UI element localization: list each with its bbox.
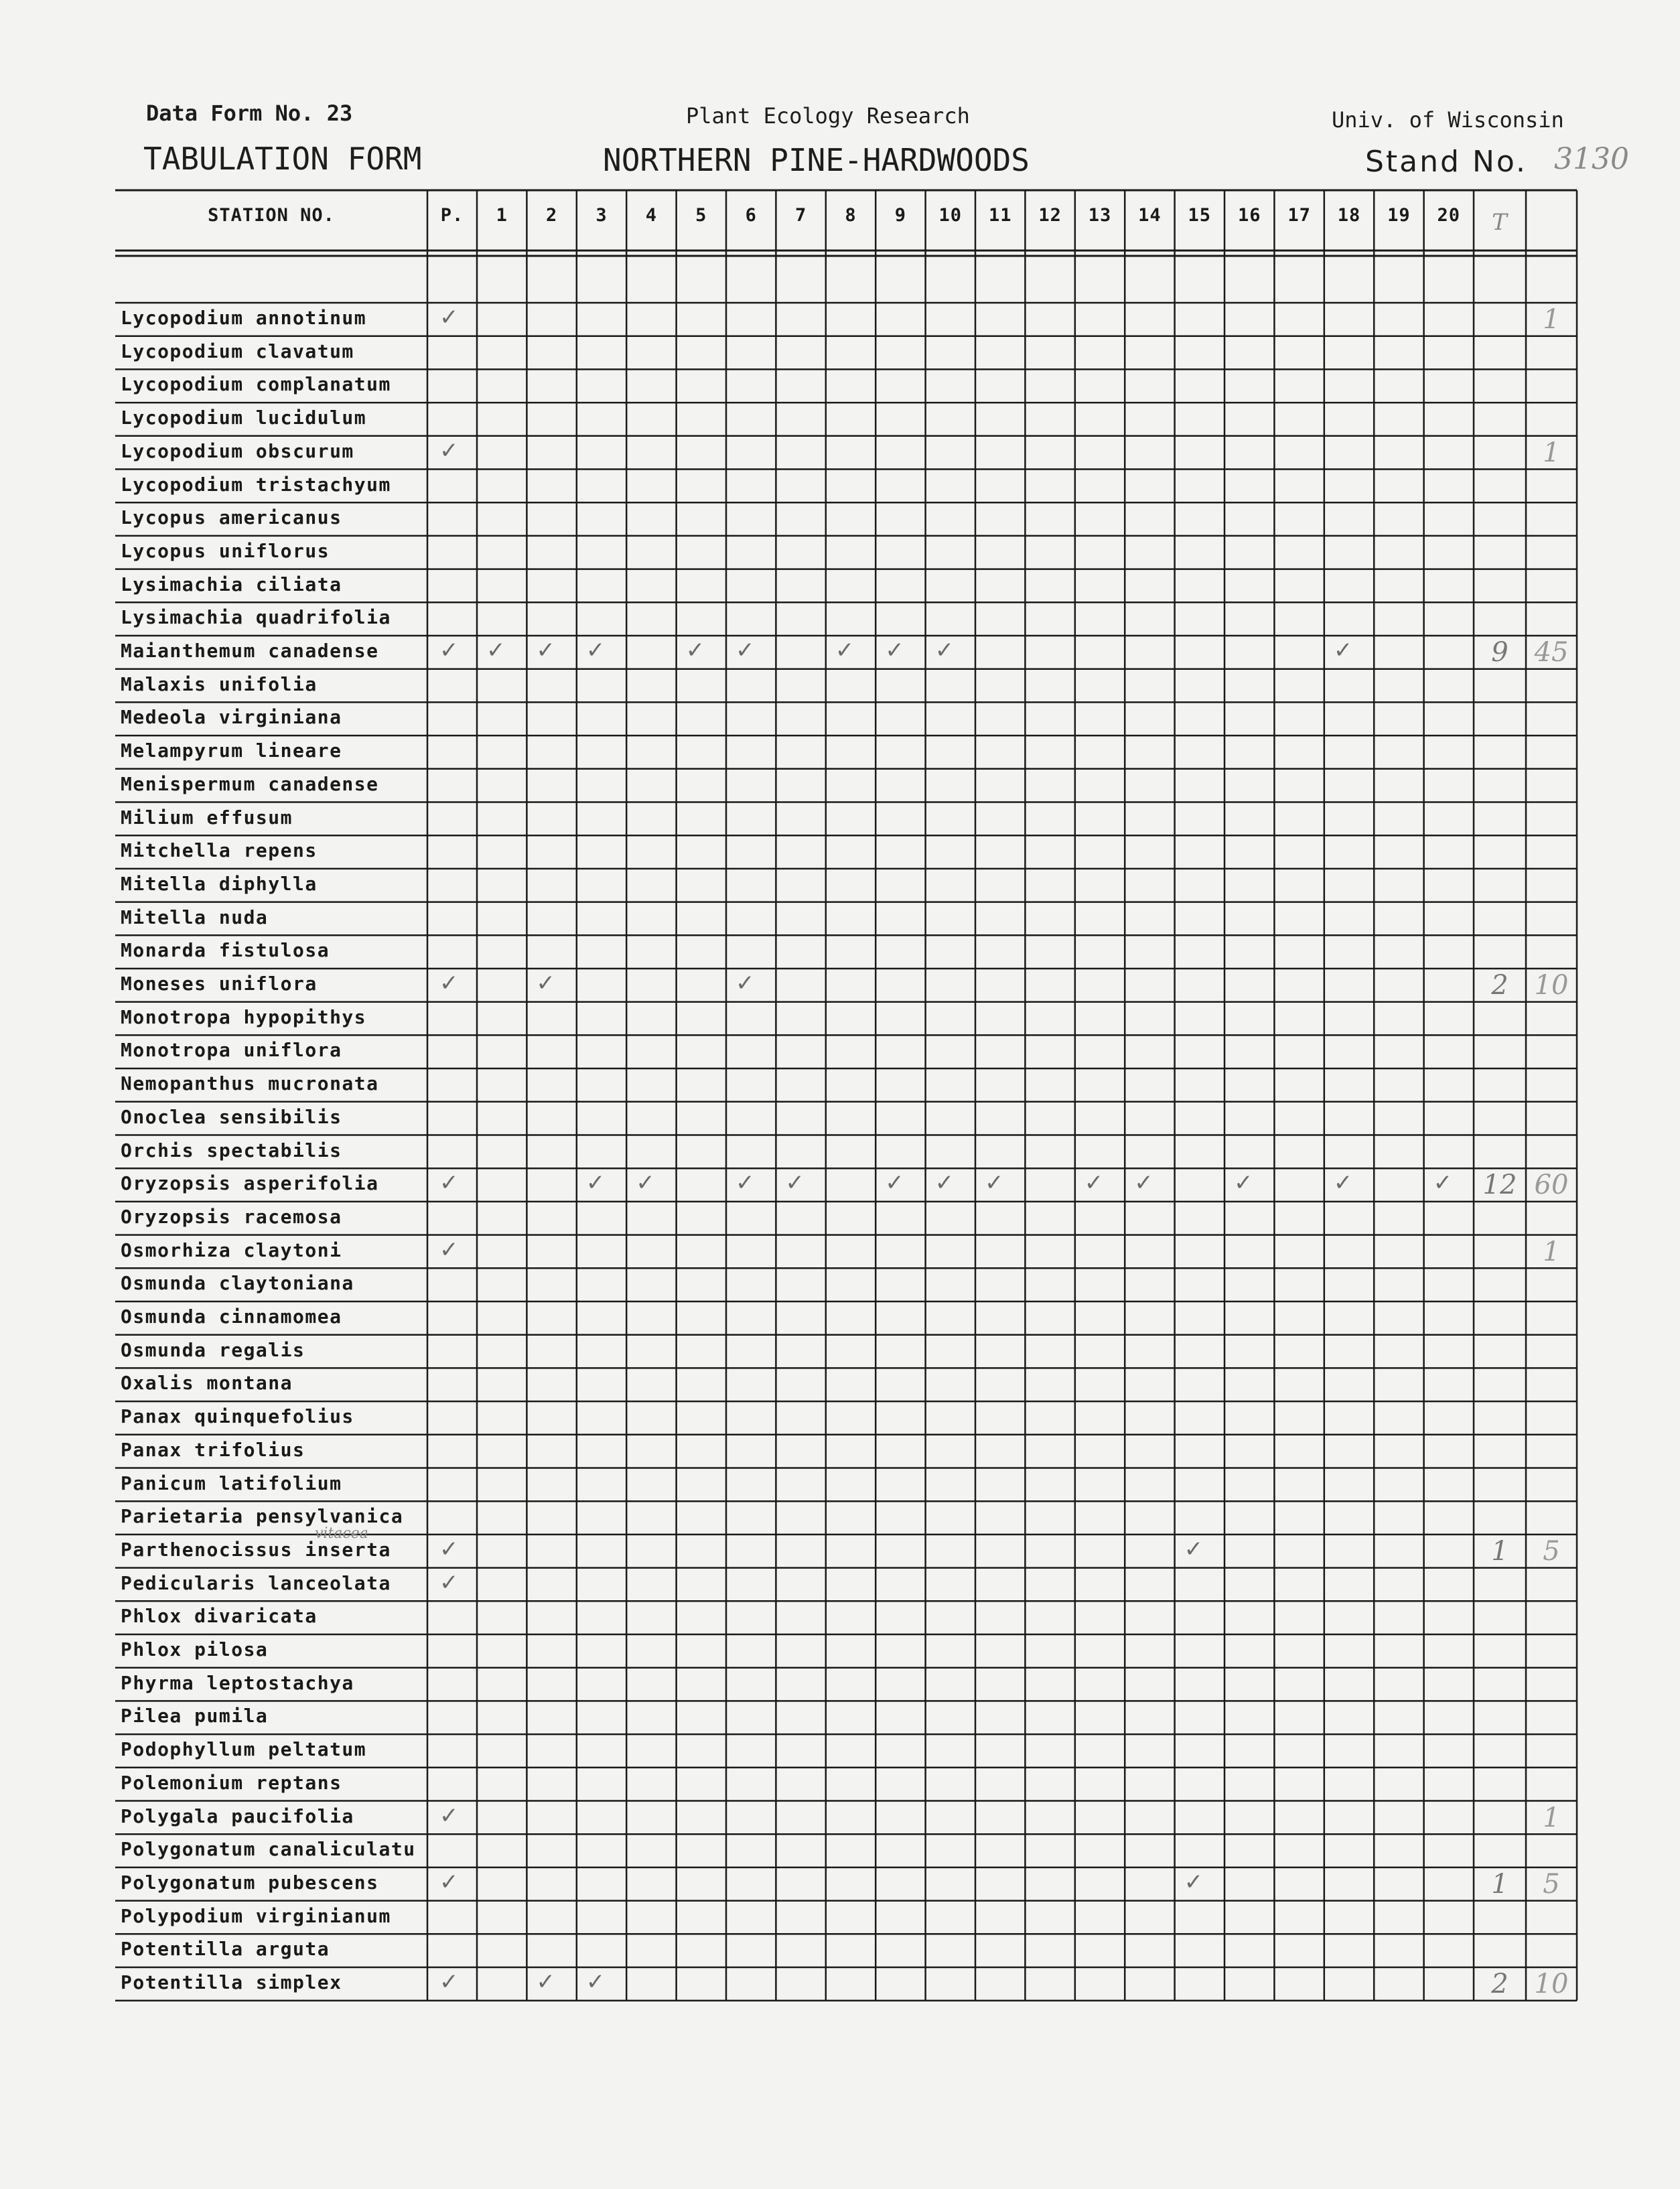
station-check: ✓ [934,1170,955,1197]
species-name: Lysimachia quadrifolia [121,606,391,629]
station-check: ✓ [1184,1868,1204,1896]
station-check: ✓ [1333,1170,1353,1197]
species-name: Menispermum canadense [121,772,379,795]
row-frequency: 60 [1534,1170,1569,1201]
station-header-18: 18 [1337,205,1361,226]
species-name: Polygala paucifolia [121,1805,354,1827]
station-check: ✓ [885,1170,904,1197]
row-frequency: 10 [1534,1969,1569,1999]
station-check: ✓ [835,637,855,664]
row-frequency: 1 [1543,437,1560,468]
species-name: Panicum latifolium [121,1472,342,1494]
station-check: ✓ [1084,1170,1104,1197]
station-header-5: 5 [695,205,707,226]
species-name: Melampyrum lineare [121,739,342,762]
presence-check: ✓ [439,304,459,331]
species-name: Lycopodium annotinum [121,307,367,329]
row-frequency: 1 [1543,1802,1560,1833]
species-name: Lycopodium lucidulum [121,407,367,429]
species-name: Moneses uniflora [121,973,318,995]
species-name: Podophyllum peltatum [121,1738,367,1761]
species-name: Medeola virginiana [121,706,342,729]
row-total: 2 [1491,970,1509,1001]
species-name: Potentilla arguta [121,1938,330,1961]
station-check: ✓ [685,637,705,664]
row-frequency: 5 [1543,1868,1560,1900]
station-check: ✓ [1234,1170,1253,1197]
species-name: Phlox pilosa [121,1638,269,1661]
station-check: ✓ [885,637,904,664]
species-name: Osmunda regalis [121,1338,305,1361]
species-name: Osmorhiza claytoni [121,1239,342,1261]
row-frequency: 1 [1543,304,1560,335]
species-name: Oryzopsis racemosa [121,1205,342,1228]
species-name: Pedicularis lanceolata [121,1571,391,1594]
row-total: 1 [1491,1535,1509,1567]
research-label: Plant Ecology Research [686,103,970,129]
species-name: Monotropa uniflora [121,1039,342,1062]
species-name: Malaxis unifolia [121,673,318,695]
species-name: Lycopodium tristachyum [121,473,391,496]
station-check: ✓ [536,637,555,664]
university-label: Univ. of Wisconsin [1332,107,1564,133]
species-name: Pilea pumila [121,1705,269,1727]
presence-check: ✓ [439,1969,459,1995]
row-total: 9 [1491,637,1509,668]
species-name: Maianthemum canadense [121,640,379,662]
station-check: ✓ [736,1170,755,1197]
station-check: ✓ [636,1170,655,1197]
total-header: T [1492,209,1508,236]
species-name: Panax trifolius [121,1438,305,1461]
row-frequency: 5 [1543,1535,1560,1567]
station-check: ✓ [585,1969,606,1995]
station-header-20: 20 [1437,205,1461,226]
species-name: Potentilla simplex [121,1971,342,1993]
station-check: ✓ [585,1170,606,1197]
station-check: ✓ [1134,1170,1153,1197]
station-header-3: 3 [596,205,608,226]
species-name: Nemopanthus mucronata [121,1072,379,1095]
station-header-7: 7 [794,205,807,226]
station-check: ✓ [585,637,606,664]
presence-check: ✓ [439,1868,459,1896]
species-name: Mitella diphylla [121,872,318,895]
species-name: Oryzopsis asperifolia [121,1172,379,1195]
species-name: Panax quinquefolius [121,1405,354,1428]
species-name: Polypodium virginianum [121,1904,391,1927]
species-name: Lycopus americanus [121,506,342,529]
presence-header: P. [440,205,464,226]
station-check: ✓ [985,1170,1004,1197]
row-total: 12 [1482,1170,1517,1201]
station-header-13: 13 [1088,205,1112,226]
species-name: Monotropa hypopithys [121,1005,367,1028]
station-header-19: 19 [1387,205,1411,226]
species-name: Phyrma leptostachya [121,1671,354,1694]
station-header-10: 10 [938,205,963,226]
row-frequency: 1 [1543,1236,1560,1267]
species-name: Monarda fistulosa [121,939,330,962]
row-total: 1 [1491,1868,1509,1900]
row-frequency: 45 [1534,637,1569,668]
species-name: Polemonium reptans [121,1771,342,1794]
species-name: Osmunda claytoniana [121,1272,354,1295]
form-title: TABULATION FORM [143,141,422,177]
species-name: Polygonatum canaliculatu [121,1838,416,1861]
species-note: vitacea [315,1525,368,1542]
species-name: Milium effusum [121,806,293,829]
species-name: Onoclea sensibilis [121,1105,342,1128]
presence-check: ✓ [439,1236,459,1263]
presence-check: ✓ [439,1569,459,1596]
species-name: Phlox divaricata [121,1605,318,1628]
station-header-11: 11 [988,205,1012,226]
station-check: ✓ [486,637,506,664]
species-name: Lysimachia ciliata [121,573,342,595]
species-name: Mitchella repens [121,839,318,862]
station-header-16: 16 [1237,205,1261,226]
species-name: Lycopodium complanatum [121,373,391,396]
presence-check: ✓ [439,970,459,997]
station-check: ✓ [736,970,755,997]
station-header-8: 8 [845,205,857,226]
species-name: Osmunda cinnamomea [121,1305,342,1328]
species-name: Parietaria pensylvanica [121,1505,404,1528]
species-name: Orchis spectabilis [121,1139,342,1161]
species-name: Mitella nuda [121,906,269,928]
station-check: ✓ [1333,637,1353,664]
presence-check: ✓ [439,637,459,664]
station-header-17: 17 [1287,205,1311,226]
station-check: ✓ [536,1969,555,1995]
station-header-2: 2 [545,205,558,226]
presence-check: ✓ [439,1170,459,1197]
station-check: ✓ [785,1170,804,1197]
species-name: Oxalis montana [121,1372,293,1395]
presence-check: ✓ [439,1802,459,1829]
station-header-15: 15 [1188,205,1212,226]
presence-check: ✓ [439,437,459,464]
station-check: ✓ [1184,1535,1204,1563]
station-header-9: 9 [894,205,907,226]
station-header-12: 12 [1038,205,1062,226]
station-header-4: 4 [645,205,658,226]
form-number: Data Form No. 23 [146,100,353,126]
station-header-1: 1 [496,205,508,226]
station-check: ✓ [736,637,755,664]
station-header-14: 14 [1138,205,1162,226]
community-title: NORTHERN PINE-HARDWOODS [603,142,1030,178]
species-name: Polygonatum pubescens [121,1871,379,1894]
species-name: Lycopodium obscurum [121,439,354,462]
station-check: ✓ [1433,1170,1453,1197]
station-header-6: 6 [745,205,757,226]
species-name: Lycopodium clavatum [121,340,354,362]
station-no-header: STATION NO. [208,205,335,226]
species-name: Parthenocissus inserta [121,1538,391,1561]
presence-check: ✓ [439,1535,459,1563]
species-name: Lycopus uniflorus [121,539,330,562]
station-check: ✓ [934,637,955,664]
row-total: 2 [1491,1969,1509,1999]
stand-label: Stand No. [1365,145,1527,179]
stand-number: 3130 [1554,142,1629,176]
row-frequency: 10 [1534,970,1569,1001]
station-check: ✓ [536,970,555,997]
